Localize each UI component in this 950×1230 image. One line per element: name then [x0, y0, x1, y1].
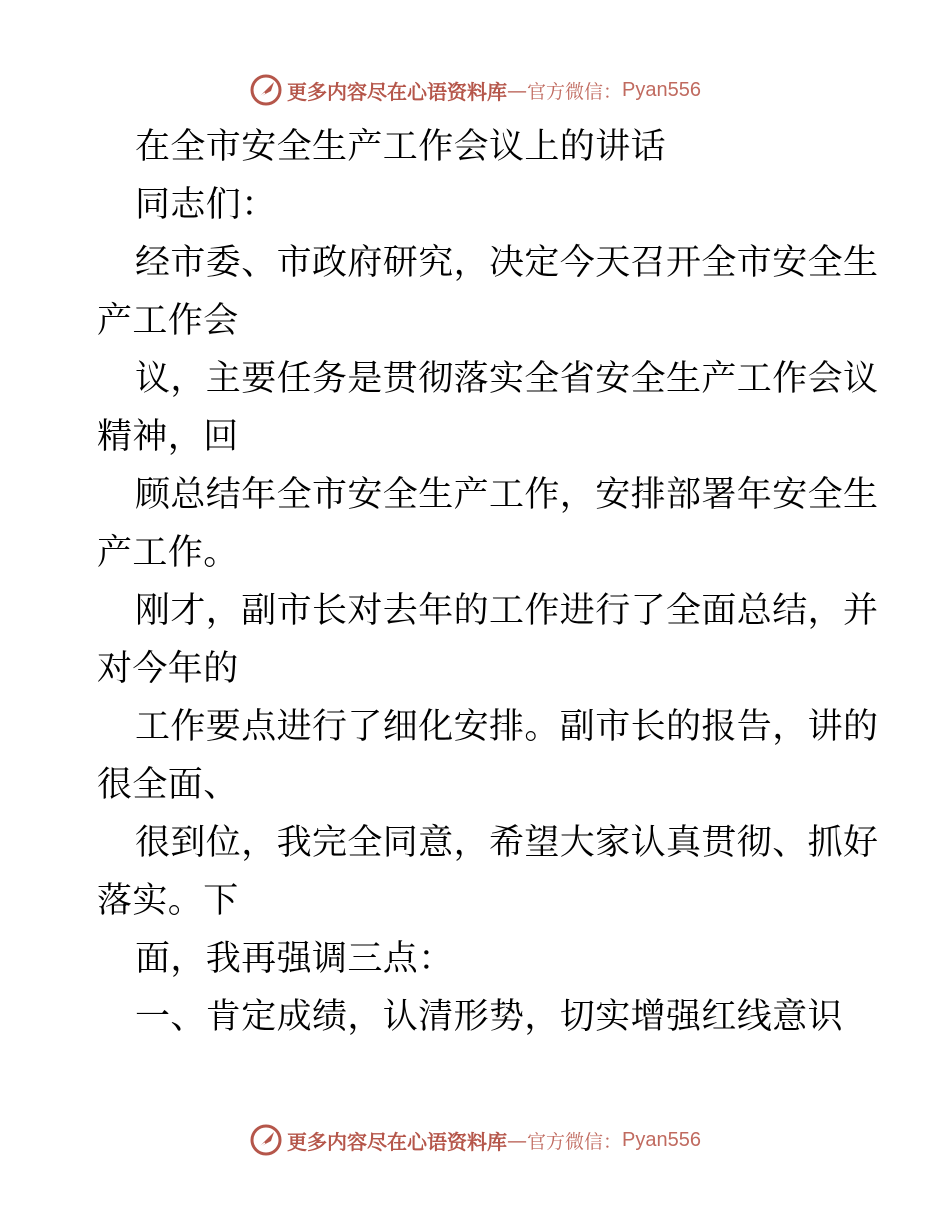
salutation: 同志们：: [135, 185, 277, 225]
quill-logo-icon: [249, 73, 283, 107]
watermark-main-text: 更多内容尽在心语资料库: [287, 1129, 507, 1154]
document-title: 在全市安全生产工作会议上的讲话: [135, 127, 667, 167]
watermark-dash: —: [507, 1128, 527, 1152]
document-body: [97, 118, 879, 1046]
watermark-dash: —: [507, 78, 527, 102]
paragraph: 刚才，副市长对去年的工作进行了全面总结，并 对今年的: [97, 591, 879, 689]
paragraph: 议，主要任务是贯彻落实全省安全生产工作会议 精神，回: [97, 359, 879, 457]
paragraph: 很到位，我完全同意，希望大家认真贯彻、抓好 落实。下: [97, 823, 879, 921]
watermark-wechat-id: Pyan556: [622, 1128, 701, 1151]
paragraph: 顾总结年全市安全生产工作，安排部署年安全生 产工作。: [97, 475, 879, 573]
closing-line: 面，我再强调三点：: [135, 939, 454, 979]
section-heading: 一、肯定成绩，认清形势，切实增强红线意识: [135, 997, 844, 1037]
watermark-wechat-id: Pyan556: [622, 78, 701, 101]
watermark-sub-text: 官方微信：: [527, 80, 623, 103]
watermark-sub-text: 官方微信：: [527, 1130, 623, 1153]
watermark-main-text: 更多内容尽在心语资料库: [287, 79, 507, 104]
watermark-banner-bottom: [0, 1120, 950, 1160]
quill-logo-icon: [249, 1123, 283, 1157]
watermark-banner-top: [0, 70, 950, 110]
paragraph: 经市委、市政府研究，决定今天召开全市安全生 产工作会: [97, 243, 879, 341]
paragraph: 工作要点进行了细化安排。副市长的报告，讲的 很全面、: [97, 707, 879, 805]
